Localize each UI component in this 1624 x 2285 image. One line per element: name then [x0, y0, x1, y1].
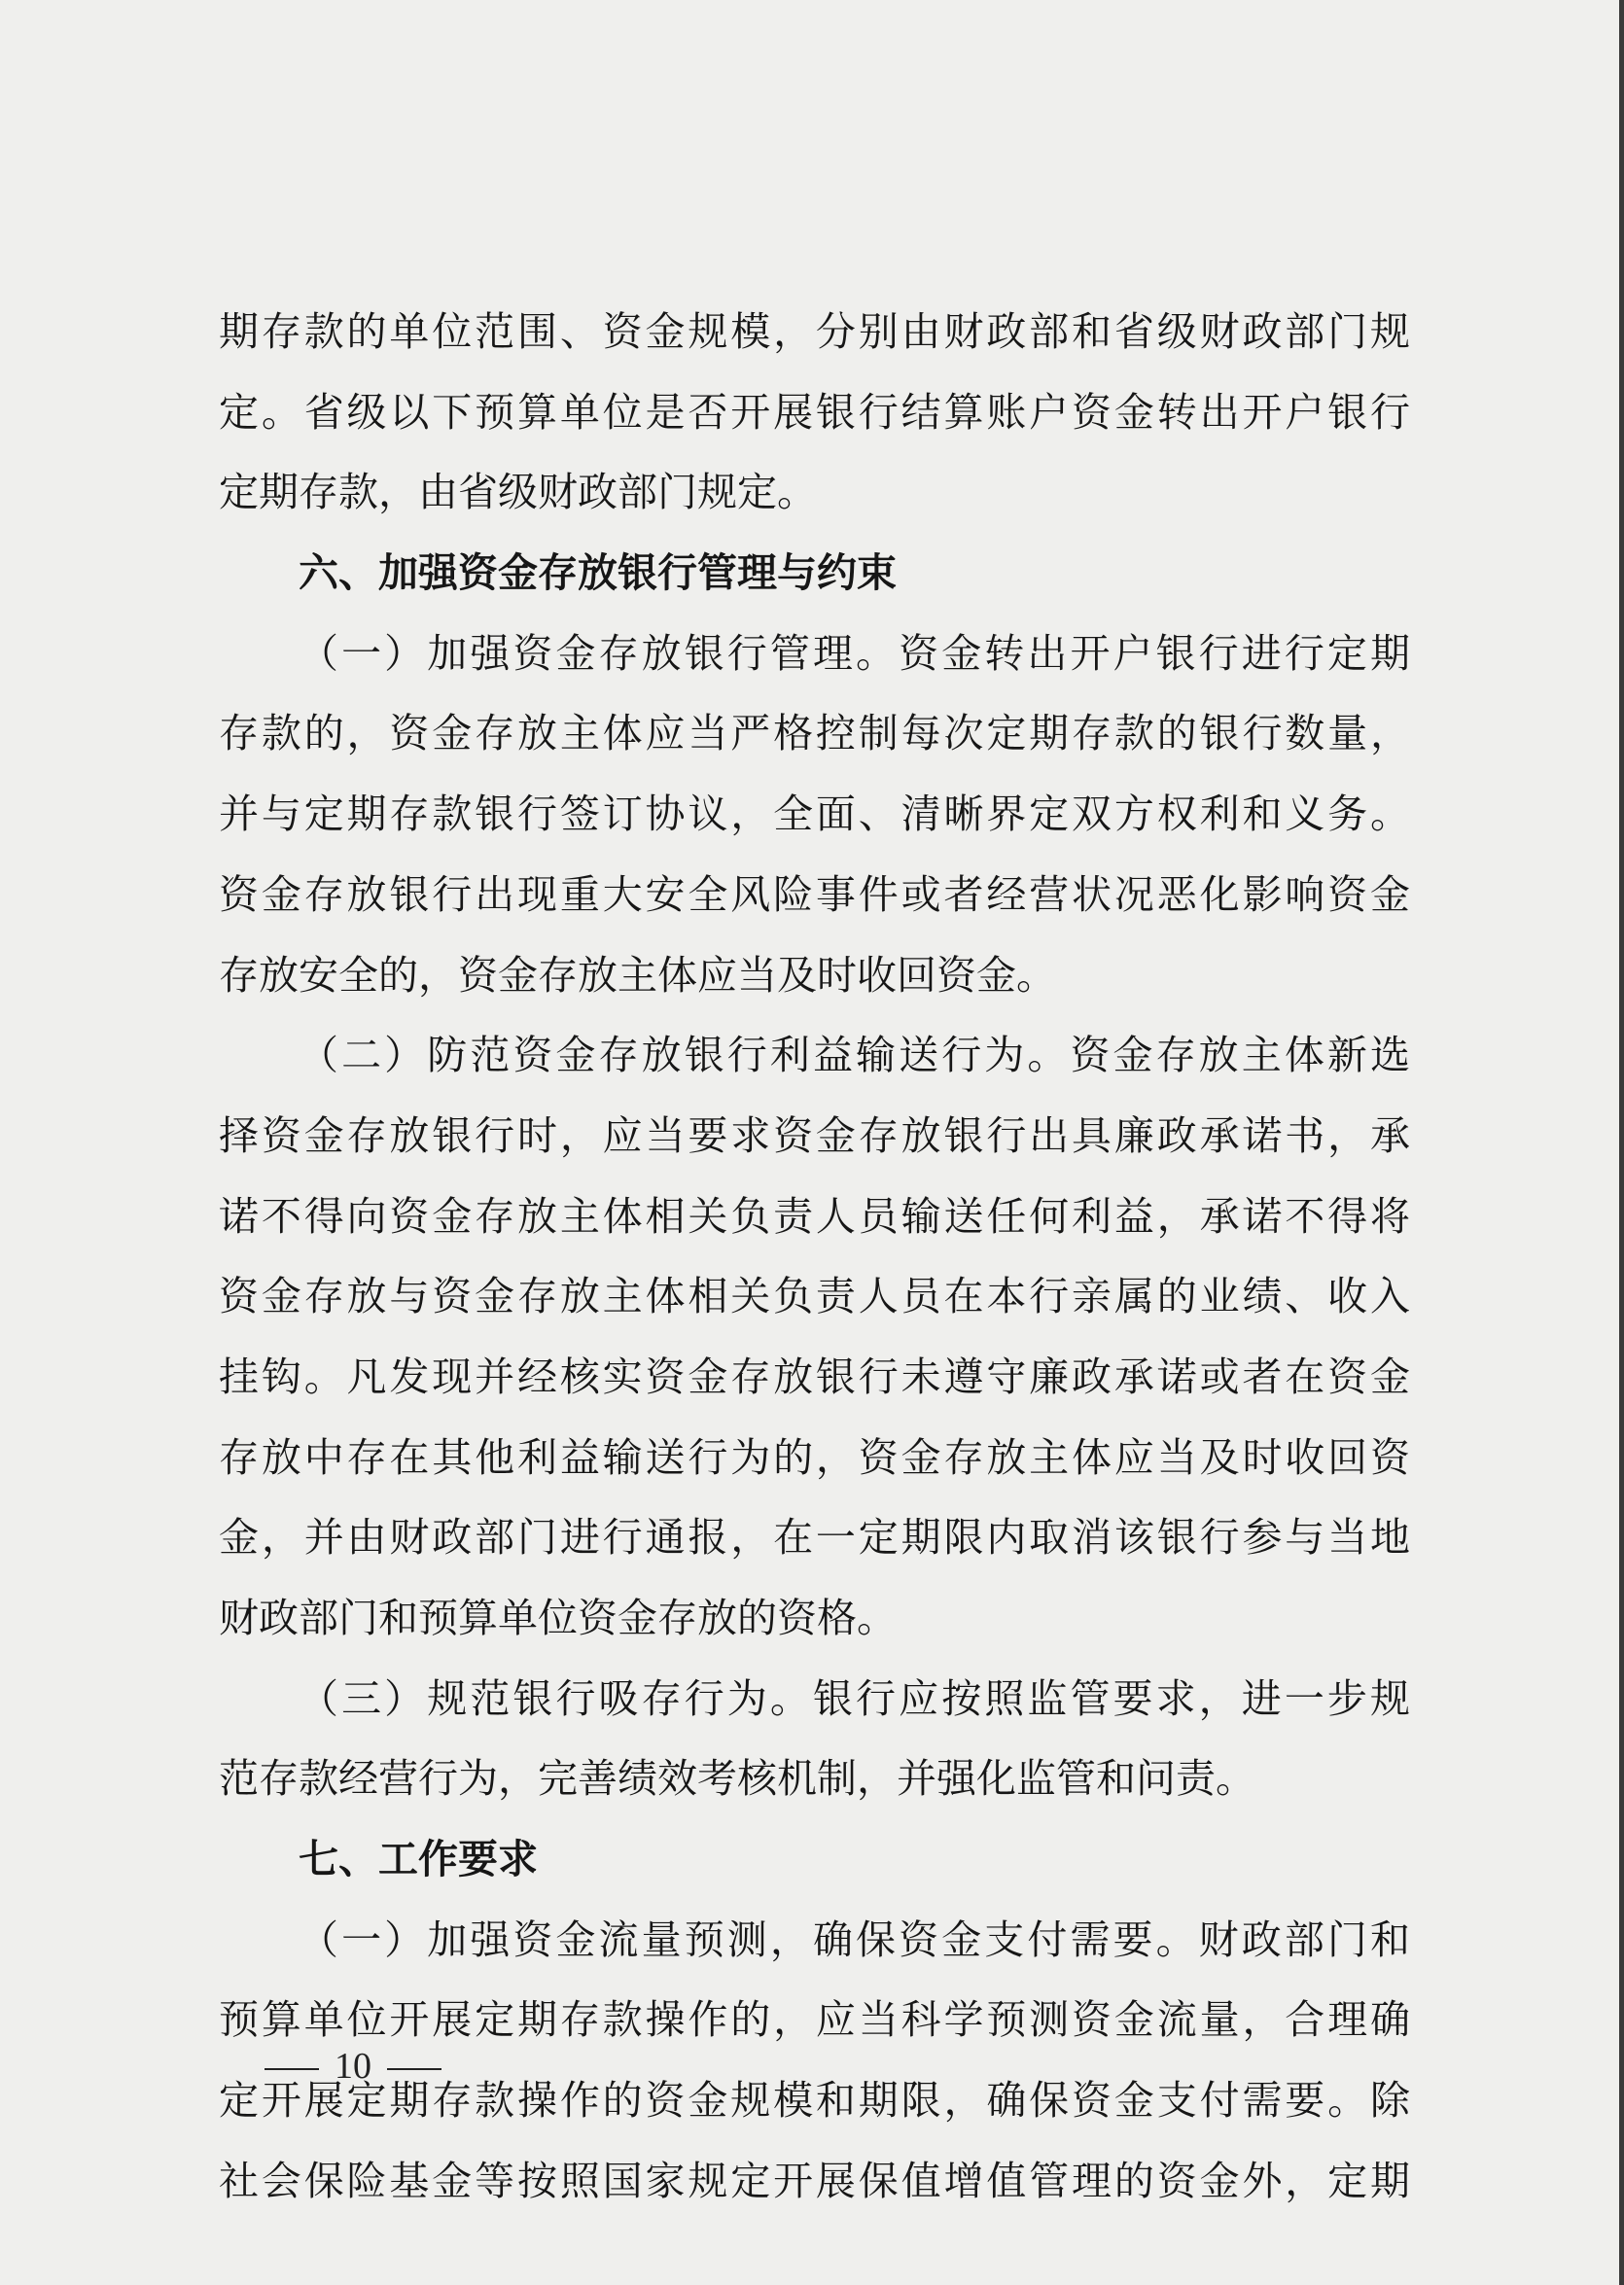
text-line: （一）加强资金存放银行管理。资金转出开户银行进行定期: [299, 629, 1410, 677]
text-line: 期存款的单位范围、资金规模，分别由财政部和省级财政部门规: [219, 308, 1410, 355]
text-line: 资金存放与资金存放主体相关负责人员在本行亲属的业绩、收入: [219, 1273, 1410, 1320]
text-line: （一）加强资金流量预测，确保资金支付需要。财政部门和: [299, 1916, 1410, 1963]
text-line: 存放安全的，资金存放主体应当及时收回资金。: [219, 951, 1056, 999]
text-line: 预算单位开展定期存款操作的，应当科学预测资金流量，合理确: [219, 1996, 1410, 2044]
text-line: （三）规范银行吸存行为。银行应按照监管要求，进一步规: [299, 1674, 1410, 1722]
text-line: 范存款经营行为，完善绩效考核机制，并强化监管和问责。: [219, 1755, 1255, 1803]
text-line: 金，并由财政部门进行通报，在一定期限内取消该银行参与当地: [219, 1514, 1410, 1562]
text-line: 社会保险基金等按照国家规定开展保值增值管理的资金外，定期: [219, 2157, 1410, 2204]
text-line: 挂钩。凡发现并经核实资金存放银行未遵守廉政承诺或者在资金: [219, 1353, 1410, 1400]
section-heading: 七、工作要求: [299, 1836, 538, 1883]
text-line: 资金存放银行出现重大安全风险事件或者经营状况恶化影响资金: [219, 870, 1410, 918]
dash-right: [387, 2068, 441, 2070]
section-heading: 六、加强资金存放银行管理与约束: [299, 549, 897, 597]
scan-edge: [1619, 0, 1624, 2285]
dash-left: [265, 2068, 319, 2070]
text-line: 存款的，资金存放主体应当严格控制每次定期存款的银行数量，: [219, 710, 1410, 757]
text-line: （二）防范资金存放银行利益输送行为。资金存放主体新选: [299, 1032, 1410, 1079]
text-line: 定期存款，由省级财政部门规定。: [219, 469, 817, 516]
body-text: [219, 292, 1410, 2222]
text-line: 财政部门和预算单位资金存放的资格。: [219, 1595, 897, 1641]
text-line: 定开展定期存款操作的资金规模和期限，确保资金支付需要。除: [219, 2077, 1410, 2125]
text-line: 并与定期存款银行签订协议，全面、清晰界定双方权利和义务。: [219, 791, 1410, 838]
page-number: 10: [335, 2046, 371, 2087]
page-number-footer: [249, 2045, 457, 2088]
text-line: 诺不得向资金存放主体相关负责人员输送任何利益，承诺不得将: [219, 1192, 1410, 1240]
text-line: 择资金存放银行时，应当要求资金存放银行出具廉政承诺书，承: [219, 1111, 1410, 1159]
text-line: 存放中存在其他利益输送行为的，资金存放主体应当及时收回资: [219, 1433, 1410, 1481]
text-line: 定。省级以下预算单位是否开展银行结算账户资金转出开户银行: [219, 388, 1410, 436]
